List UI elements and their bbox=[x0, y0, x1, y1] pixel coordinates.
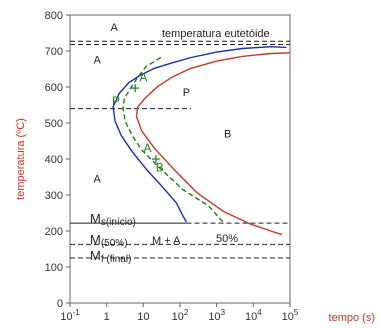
y-tick-label: 400 bbox=[44, 154, 63, 166]
x-tick-label: $10^4$ bbox=[244, 308, 262, 323]
x-tick-label: $10^5$ bbox=[281, 308, 299, 323]
y-tick-label: 800 bbox=[44, 10, 63, 22]
x-tick-label: $10^{-1}$ bbox=[60, 308, 80, 323]
y-tick-label: 300 bbox=[44, 190, 63, 202]
region-A-mid: A bbox=[93, 173, 101, 186]
label-A-lower: A bbox=[143, 140, 152, 155]
m50-label: M(50%) bbox=[90, 232, 128, 249]
y-tick-label: 100 bbox=[44, 262, 63, 274]
region-P: P bbox=[182, 87, 191, 99]
eutectoid-label: temperatura eutetóide bbox=[162, 28, 270, 40]
ms-label: Ms(início) bbox=[90, 211, 136, 228]
y-tick-label: 0 bbox=[56, 298, 63, 310]
curve-mid bbox=[123, 58, 223, 223]
mf-label: Mf (final) bbox=[90, 248, 132, 265]
x-tick-label: $10^2$ bbox=[171, 308, 189, 323]
label-P: P bbox=[112, 94, 121, 108]
y-tick-label: 200 bbox=[44, 226, 63, 238]
y-tick-label: 500 bbox=[44, 118, 63, 130]
label-B-lower: B bbox=[155, 160, 164, 175]
curve-end bbox=[137, 53, 291, 235]
region-A-top: A bbox=[110, 22, 118, 35]
region-B: B bbox=[224, 128, 232, 141]
x-tick-label: $10^3$ bbox=[208, 308, 226, 323]
x-tick-label: 1 bbox=[103, 311, 110, 323]
region-A-left: A bbox=[93, 54, 101, 67]
y-tick-label: 600 bbox=[44, 82, 63, 94]
y-tick-label: 700 bbox=[44, 46, 63, 58]
y-axis-title: temperatura (ºC) bbox=[15, 118, 27, 200]
fifty-percent-label: 50% bbox=[216, 233, 239, 245]
x-axis-title: tempo (s) bbox=[328, 312, 375, 324]
label-A-upper: A bbox=[139, 70, 148, 85]
m-plus-a-label: M + A bbox=[152, 235, 181, 247]
x-tick-label: 10 bbox=[137, 311, 150, 323]
